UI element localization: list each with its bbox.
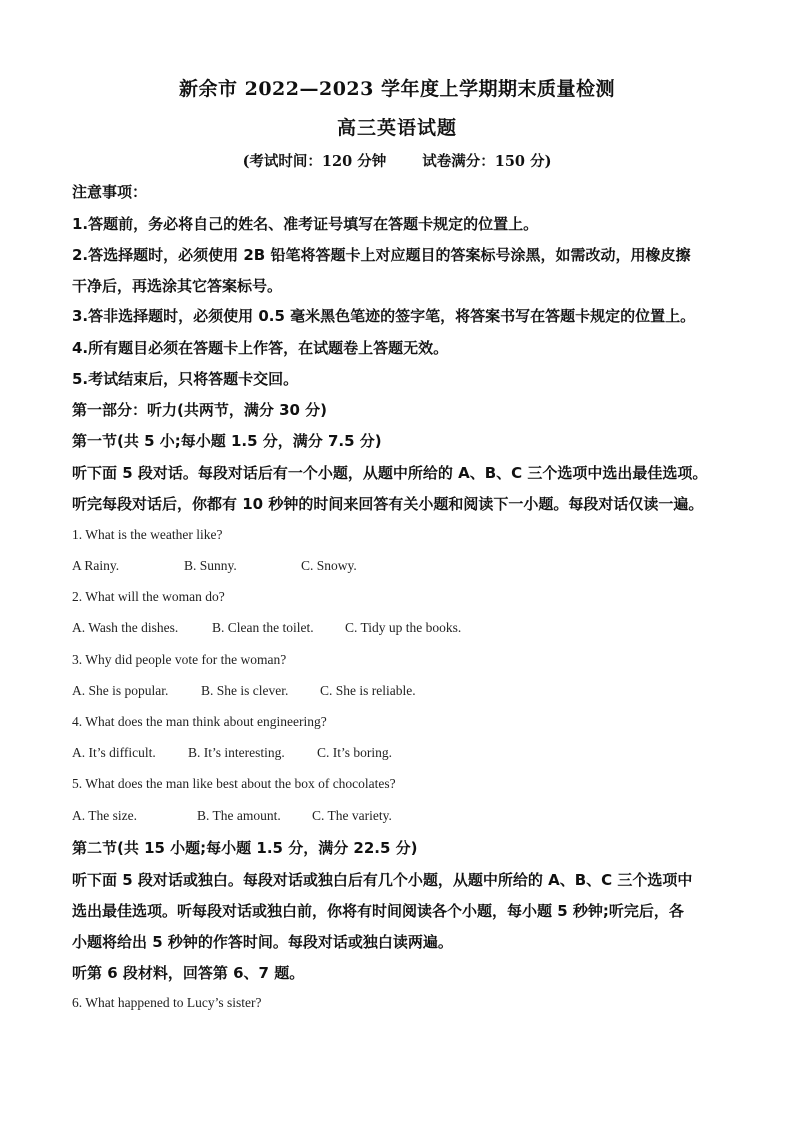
q1-option-c: C. Snowy. bbox=[301, 558, 357, 573]
question-2: 2. What will the woman do? bbox=[72, 589, 225, 604]
q5-option-c: C. The variety. bbox=[312, 808, 392, 823]
q2-option-b: B. Clean the toilet. bbox=[212, 620, 314, 635]
q2-option-a: A. Wash the dishes. bbox=[72, 620, 179, 635]
section2-instruction: 听下面 5 段对话或独白。每段对话或独白后有几个小题，从题中所给的 A、B、C 三个选项中 bbox=[72, 871, 693, 889]
notice-item: 3.答非选择题时，必须使用 0.5 毫米黑色笔迹的签字笔，将答案书写在答题卡规定的位置上。 bbox=[72, 307, 696, 325]
q3-option-b: B. She is clever. bbox=[201, 683, 289, 698]
q4-option-c: C. It’s boring. bbox=[317, 745, 393, 760]
question-3: 3. Why did people vote for the woman? bbox=[72, 652, 287, 667]
section1-instruction: 听下面 5 段对话。每段对话后有一个小题，从题中所给的 A、B、C 三个选项中选出最佳选项。 bbox=[72, 464, 708, 482]
exam-time: (考试时间：120 分钟 bbox=[242, 153, 387, 170]
notice-item: 干净后，再选涂其它答案标号。 bbox=[72, 277, 283, 295]
exam-title: 新余市 2022—2023 学年度上学期期末质量检测 bbox=[179, 78, 615, 100]
notice-item: 2.答选择题时，必须使用 2B 铅笔将答题卡上对应题目的答案标号涂黑，如需改动，用橡皮擦 bbox=[72, 246, 691, 264]
notice-heading: 注意事项： bbox=[72, 183, 148, 201]
section1-heading: 第一节(共 5 小;每小题 1.5 分，满分 7.5 分) bbox=[72, 432, 382, 450]
q3-option-a: A. She is popular. bbox=[72, 683, 169, 698]
exam-score: 试卷满分：150 分) bbox=[422, 153, 552, 170]
q4-option-b: B. It’s interesting. bbox=[188, 745, 285, 760]
q3-option-c: C. She is reliable. bbox=[320, 683, 416, 698]
part1-heading: 第一部分：听力(共两节，满分 30 分) bbox=[72, 401, 328, 419]
section2-instruction: 小题将给出 5 秒钟的作答时间。每段对话或独白读两遍。 bbox=[72, 933, 453, 951]
exam-subtitle: 高三英语试题 bbox=[336, 117, 457, 139]
section1-instruction: 听完每段对话后，你都有 10 秒钟的时间来回答有关小题和阅读下一小题。每段对话仅读一遍。 bbox=[72, 495, 704, 513]
question-1: 1. What is the weather like? bbox=[72, 527, 223, 542]
question-5: 5. What does the man like best about the box of chocolates? bbox=[72, 776, 396, 791]
section2-heading: 第二节(共 15 小题;每小题 1.5 分，满分 22.5 分) bbox=[72, 839, 418, 857]
material-6-heading: 听第 6 段材料，回答第 6、7 题。 bbox=[72, 964, 305, 982]
q1-option-b: B. Sunny. bbox=[184, 558, 237, 573]
q4-option-a: A. It’s difficult. bbox=[72, 745, 156, 760]
question-6: 6. What happened to Lucy’s sister? bbox=[72, 995, 262, 1010]
notice-item: 5.考试结束后，只将答题卡交回。 bbox=[72, 370, 299, 388]
notice-item: 4.所有题目必须在答题卡上作答，在试题卷上答题无效。 bbox=[72, 339, 449, 357]
q2-option-c: C. Tidy up the books. bbox=[345, 620, 462, 635]
section2-instruction: 选出最佳选项。听每段对话或独白前，你将有时间阅读各个小题，每小题 5 秒钟;听完后，各 bbox=[72, 902, 684, 920]
question-4: 4. What does the man think about engineering? bbox=[72, 714, 327, 729]
q5-option-b: B. The amount. bbox=[197, 808, 281, 823]
q1-option-a: A Rainy. bbox=[72, 558, 120, 573]
notice-item: 1.答题前，务必将自己的姓名、准考证号填写在答题卡规定的位置上。 bbox=[72, 215, 539, 233]
exam-info bbox=[0, 150, 794, 171]
q5-option-a: A. The size. bbox=[72, 808, 137, 823]
